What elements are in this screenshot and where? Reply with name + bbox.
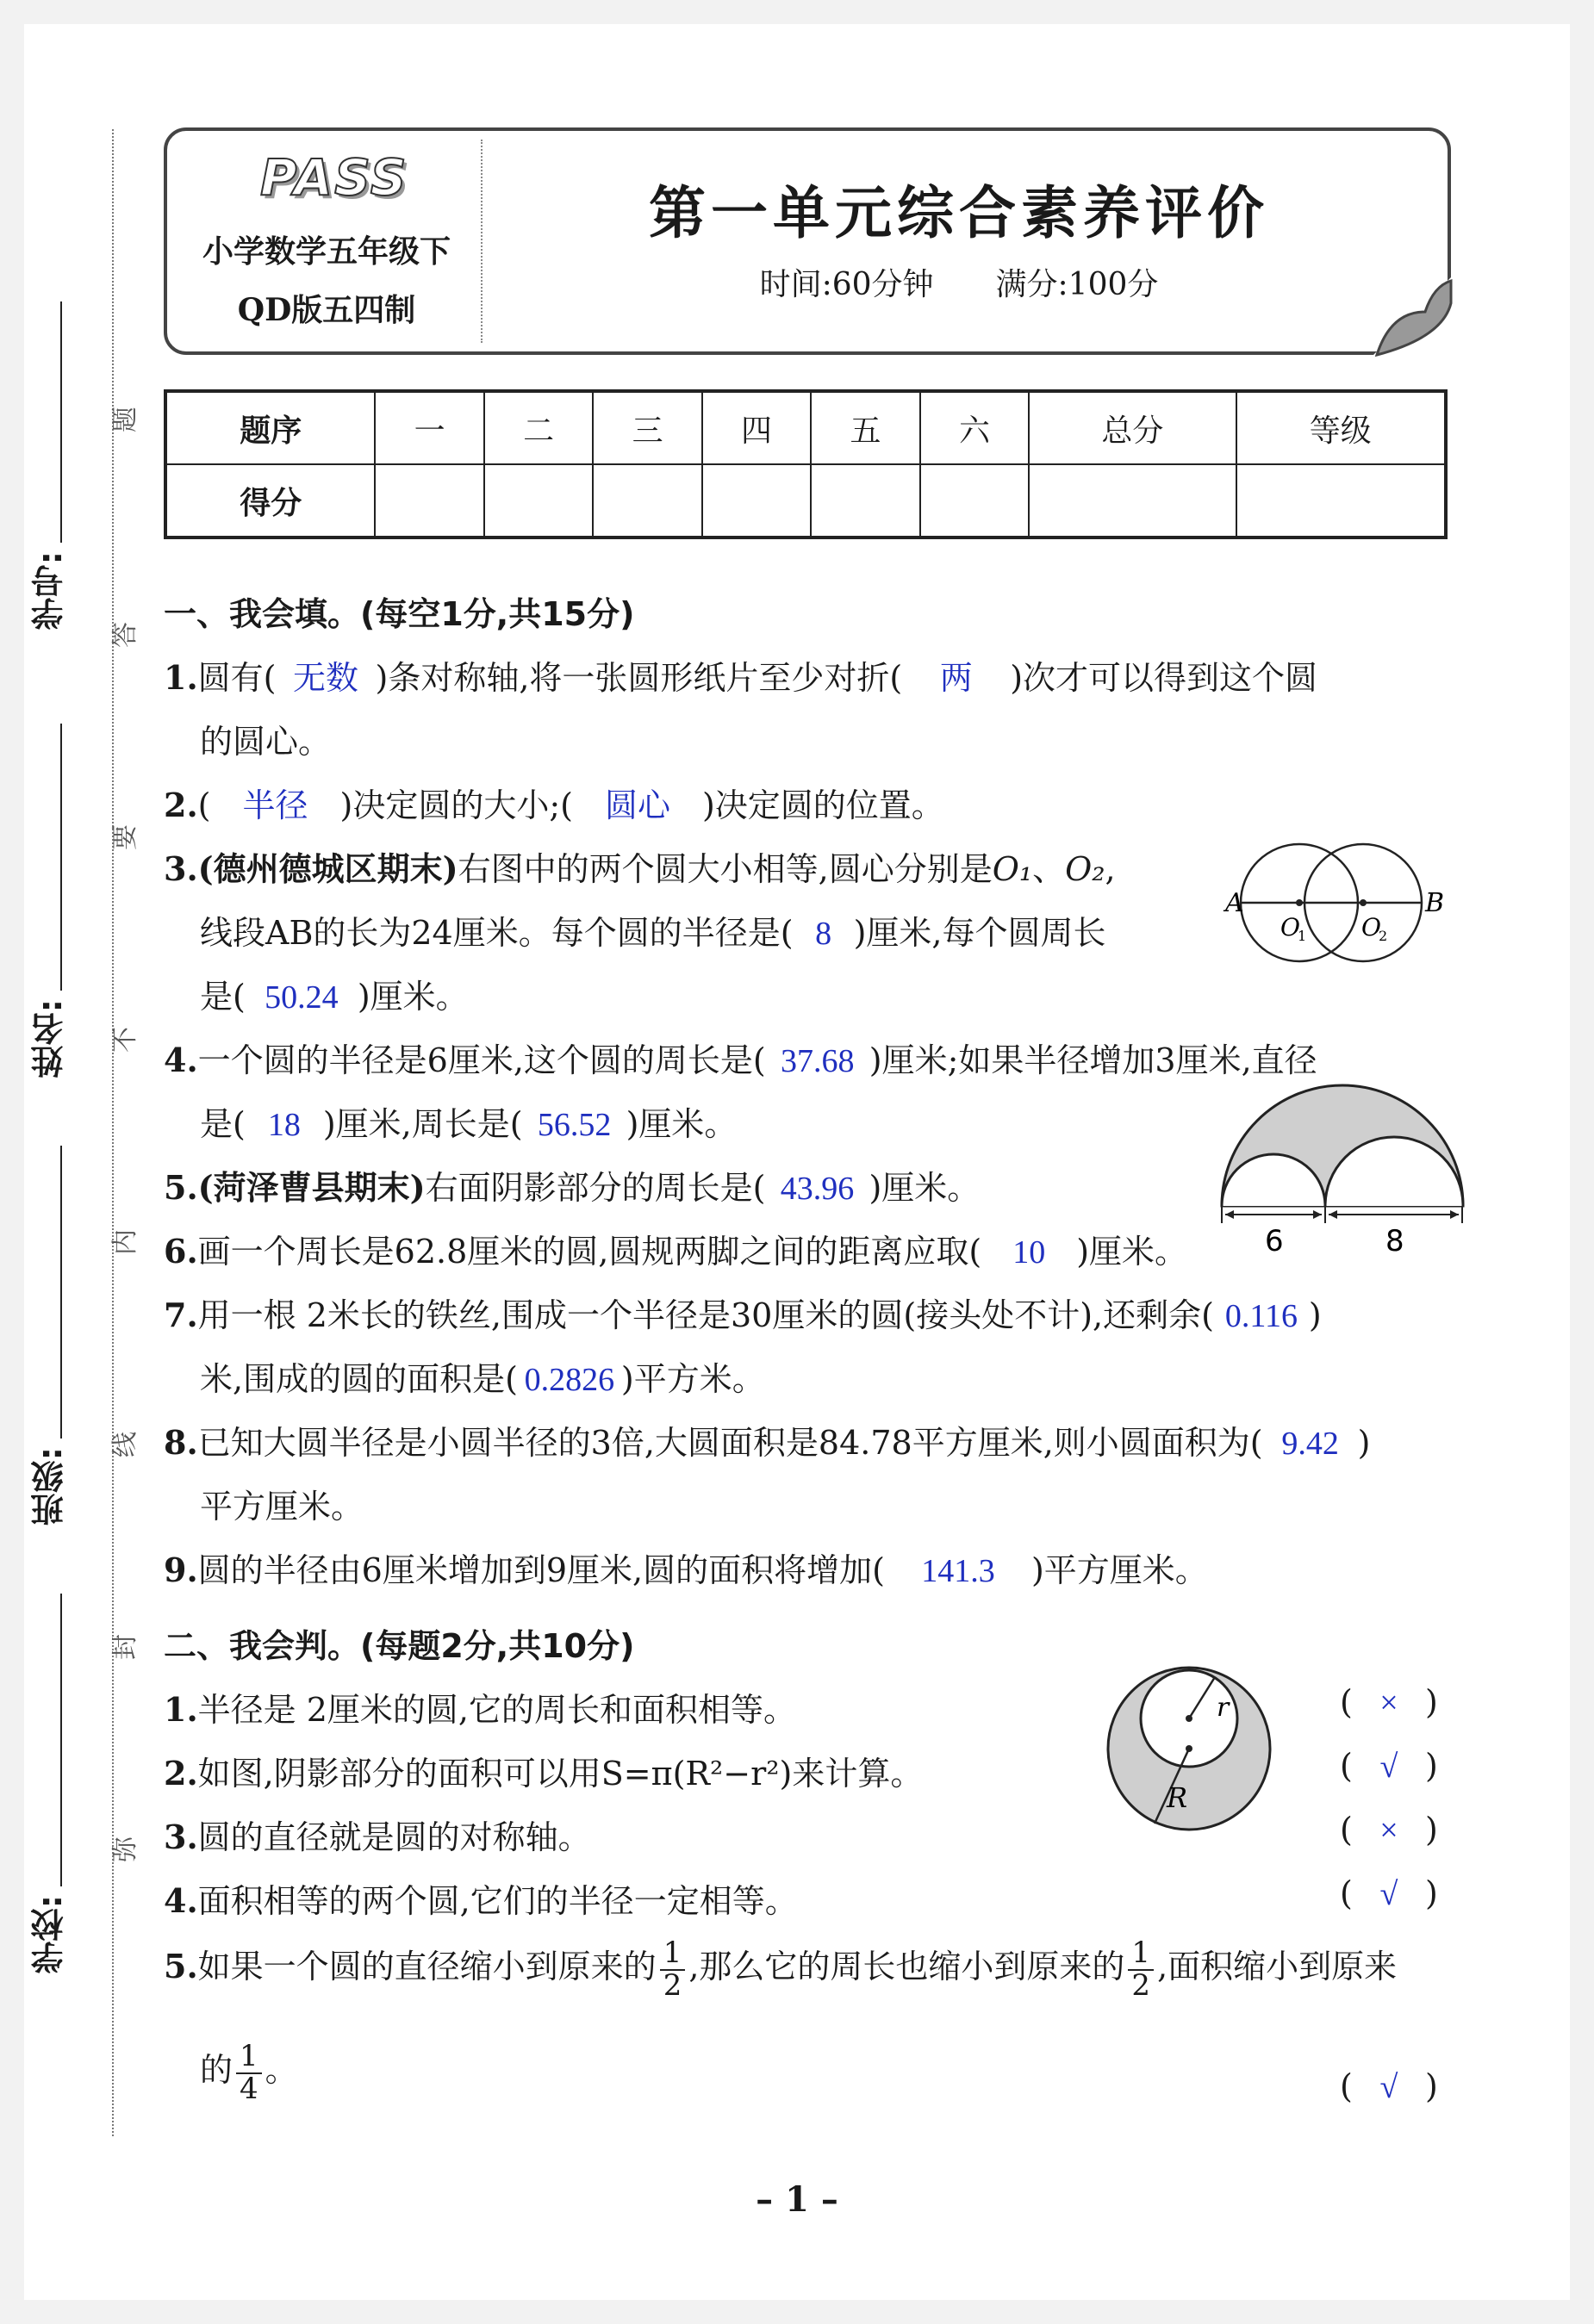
question-text: 米,围成的圆的面积是( <box>200 1360 518 1398</box>
question-text: ( <box>197 786 211 824</box>
question-number: 6. <box>164 1232 198 1271</box>
score-cell[interactable] <box>920 464 1029 538</box>
question-number: 4. <box>164 1881 198 1920</box>
seal-char: 题 <box>110 407 140 432</box>
table-cell: 四 <box>702 391 811 464</box>
point-b-label: B <box>1425 888 1445 918</box>
time-info: 时间:60分钟 满分:100分 <box>759 267 1159 302</box>
question-1-7 <box>164 1289 1322 1336</box>
table-cell: 三 <box>593 391 701 464</box>
table-cell: 一 <box>375 391 483 464</box>
class-label: 班级: <box>31 1447 69 1526</box>
numerator: 1 <box>660 1938 686 1971</box>
question-1-3-cont2 <box>200 970 469 1017</box>
question-text: )平方米。 <box>620 1360 765 1398</box>
answer-field[interactable]: 两 <box>939 661 973 697</box>
score-cell[interactable] <box>811 464 919 538</box>
answer-mark: × <box>1379 1685 1398 1721</box>
question-number: 5. <box>164 1947 198 1986</box>
question-1-3-cont <box>200 906 1105 954</box>
section-1-title: 一、我会填。(每空1分,共15分) <box>164 595 635 633</box>
name-label: 姓名: <box>31 999 69 1078</box>
question-text: ) <box>1357 1424 1371 1462</box>
school-label: 学校: <box>31 1895 69 1974</box>
denominator: 2 <box>663 1967 682 2003</box>
answer-field[interactable]: 141.3 <box>921 1553 995 1589</box>
judge-question-3 <box>164 1811 591 1858</box>
question-number: 5. <box>164 1168 198 1207</box>
question-text: )次才可以得到这个圆 <box>1010 659 1318 697</box>
page-title: 第一单元综合素养评价 <box>649 179 1269 246</box>
question-number: 1. <box>164 658 198 697</box>
center-o2-subscript: 2 <box>1379 928 1388 944</box>
name-line <box>60 724 62 991</box>
question-text: 线段AB的长为24厘米。每个圆的半径是( <box>200 914 794 952</box>
width-label-8: 8 <box>1385 1224 1404 1258</box>
score-cell[interactable] <box>702 464 811 538</box>
question-1-8-cont: 平方厘米。 <box>200 1488 364 1526</box>
answer-field[interactable]: 9.42 <box>1281 1426 1339 1462</box>
header-box <box>164 127 1451 355</box>
question-text: 如果一个圆的直径缩小到原来的 <box>197 1948 657 1986</box>
answer-field[interactable]: 37.68 <box>781 1043 855 1079</box>
table-cell: 五 <box>811 391 919 464</box>
question-source: (菏泽曹县期末) <box>197 1168 426 1207</box>
denominator: 2 <box>1131 1967 1151 2003</box>
question-text: 画一个周长是62.8厘米的圆,圆规两脚之间的距离应取( <box>197 1233 982 1271</box>
question-text: ) <box>1308 1296 1322 1334</box>
question-text: )条对称轴,将一张圆形纸片至少对折( <box>375 659 903 697</box>
score-cell[interactable] <box>1029 464 1236 538</box>
question-text: 。 <box>265 2051 298 2090</box>
question-number: 8. <box>164 1423 198 1462</box>
student-number-line <box>60 301 62 543</box>
question-text: 的 <box>200 2051 233 2090</box>
two-circles-figure <box>1224 834 1445 963</box>
table-cell: 得分 <box>165 464 375 538</box>
answer-field[interactable]: 50.24 <box>265 979 339 1016</box>
question-text: )厘米,周长是( <box>322 1105 523 1143</box>
center-o1-subscript: 1 <box>1298 928 1307 944</box>
question-text: 圆的直径就是圆的对称轴。 <box>197 1818 591 1856</box>
question-text: 已知大圆半径是小圆半径的3倍,大圆面积是84.78平方厘米,则小圆面积为( <box>197 1424 1263 1462</box>
question-text: )厘米;如果半径增加3厘米,直径 <box>869 1041 1317 1079</box>
answer-field[interactable]: 56.52 <box>537 1107 612 1143</box>
numerator: 1 <box>1128 1938 1154 1971</box>
question-text: 右图中的两个圆大小相等,圆心分别是 <box>458 850 993 888</box>
question-1-2 <box>164 779 944 826</box>
question-text: 一个圆的半径是6厘米,这个圆的周长是( <box>197 1041 766 1079</box>
student-number-label: 学号: <box>31 551 69 631</box>
question-text: 圆的半径由6厘米增加到9厘米,圆的面积将增加( <box>197 1551 885 1589</box>
table-cell: 等级 <box>1236 391 1447 464</box>
center-o2-label: O <box>1361 913 1381 941</box>
judge-question-4 <box>164 1874 798 1922</box>
score-cell[interactable] <box>1236 464 1447 538</box>
answer-field[interactable]: 43.96 <box>780 1171 855 1207</box>
answer-mark: × <box>1379 1812 1398 1849</box>
question-1-6 <box>164 1225 1187 1272</box>
answer-field[interactable]: 半径 <box>242 788 308 824</box>
school-line <box>60 1594 62 1886</box>
separator: 、 <box>1032 850 1066 888</box>
question-text: ,那么它的周长也缩小到原来的 <box>688 1948 1125 1986</box>
question-text: )决定圆的大小;( <box>339 786 573 824</box>
fraction-one-half <box>1128 1938 1154 2001</box>
class-line <box>60 1146 62 1439</box>
question-1-1-cont: 的圆心。 <box>200 723 332 761</box>
pass-logo: PASS <box>260 148 408 207</box>
question-1-9 <box>164 1544 1208 1591</box>
answer-mark: √ <box>1379 1876 1398 1912</box>
question-number: 3. <box>164 849 198 888</box>
score-table <box>164 389 1448 539</box>
question-text: 是( <box>200 978 246 1016</box>
page-curl-icon <box>1373 277 1451 355</box>
fraction-one-half <box>660 1938 686 2001</box>
question-1-4 <box>164 1034 1317 1081</box>
table-cell: 总分 <box>1029 391 1236 464</box>
question-text: ,面积缩小到原来 <box>1157 1948 1398 1986</box>
table-cell: 题序 <box>165 391 375 464</box>
denominator: 4 <box>240 2071 258 2106</box>
question-text: )厘米。 <box>357 978 469 1016</box>
question-number: 2. <box>164 1754 198 1793</box>
seal-char: 弥 <box>110 1836 140 1862</box>
judge-answer-3[interactable]: ( × ) <box>1340 1811 1438 1849</box>
judge-question-1 <box>164 1683 796 1731</box>
answer-mark: √ <box>1379 1749 1398 1785</box>
seal-char: 线 <box>110 1432 140 1457</box>
question-1-1 <box>164 651 1317 699</box>
shaded-arches-figure <box>1213 1085 1463 1258</box>
question-text: )厘米,每个圆周长 <box>853 914 1106 952</box>
page-number: – 1 – <box>756 2179 838 2220</box>
fraction-one-quarter <box>236 2041 262 2104</box>
numerator: 1 <box>236 2041 262 2074</box>
table-cell: 六 <box>920 391 1029 464</box>
question-number: 1. <box>164 1690 198 1729</box>
center-o1: O₁ <box>992 850 1033 888</box>
small-radius-label: r <box>1217 1693 1230 1723</box>
section-2-title: 二、我会判。(每题2分,共10分) <box>164 1627 635 1665</box>
score-table-header-row <box>165 391 1446 464</box>
answer-field[interactable]: 10 <box>1012 1234 1046 1271</box>
answer-field[interactable]: 18 <box>267 1107 301 1143</box>
question-text: )厘米。 <box>869 1169 981 1207</box>
judge-answer-4[interactable]: ( √ ) <box>1340 1874 1438 1912</box>
question-1-3 <box>164 842 1116 890</box>
question-1-5 <box>164 1161 980 1209</box>
series-grade: 小学数学五年级下 <box>202 233 451 270</box>
answer-field[interactable]: 0.116 <box>1224 1298 1298 1334</box>
question-text: 面积相等的两个圆,它们的半径一定相等。 <box>197 1882 798 1920</box>
judge-question-5 <box>164 1938 1397 2001</box>
judge-question-2 <box>164 1747 923 1794</box>
question-text: 半径是 2厘米的圆,它的周长和面积相等。 <box>197 1691 797 1729</box>
question-text: )厘米。 <box>626 1105 738 1143</box>
seal-char: 答 <box>110 622 140 648</box>
answer-field[interactable]: 8 <box>815 916 832 952</box>
question-1-8 <box>164 1416 1370 1463</box>
judge-question-5-cont <box>200 2041 298 2104</box>
question-text: , <box>1105 850 1116 888</box>
score-cell[interactable] <box>593 464 701 538</box>
series-edition: QD版五四制 <box>237 292 416 328</box>
table-cell: 二 <box>484 391 593 464</box>
question-text: )决定圆的位置。 <box>701 786 944 824</box>
score-table-score-row <box>165 464 1446 538</box>
answer-field[interactable]: 圆心 <box>604 788 670 824</box>
question-text: 如图,阴影部分的面积可以用S=π(R²−r²)来计算。 <box>197 1755 924 1793</box>
question-number: 2. <box>164 786 198 824</box>
question-text: )平方厘米。 <box>1030 1551 1208 1589</box>
question-text: )厘米。 <box>1076 1233 1188 1271</box>
question-text: 用一根 2米长的铁丝,围成一个半径是30厘米的圆(接头处不计),还剩余( <box>197 1296 1214 1334</box>
question-number: 3. <box>164 1818 198 1856</box>
score-cell[interactable] <box>484 464 593 538</box>
question-text: 圆有( <box>197 659 277 697</box>
point-a-label: A <box>1225 888 1244 918</box>
answer-field[interactable]: 0.2826 <box>524 1362 615 1398</box>
judge-answer-5[interactable]: ( √ ) <box>1340 2067 1438 2105</box>
width-label-6: 6 <box>1265 1224 1284 1258</box>
ring-figure <box>1103 1662 1275 1835</box>
center-o1-label: O <box>1280 913 1300 941</box>
answer-mark: √ <box>1379 2069 1398 2105</box>
seal-char: 封 <box>110 1634 140 1660</box>
judge-answer-2[interactable]: ( √ ) <box>1340 1747 1438 1785</box>
question-1-7-cont <box>200 1352 765 1400</box>
question-number: 4. <box>164 1041 198 1079</box>
seal-char: 内 <box>110 1229 140 1255</box>
seal-char: 要 <box>110 824 140 850</box>
center-o2: O₂ <box>1065 850 1105 888</box>
question-1-4-cont <box>200 1097 737 1145</box>
judge-answer-1[interactable]: ( × ) <box>1340 1683 1438 1721</box>
question-number: 9. <box>164 1550 198 1589</box>
answer-field[interactable]: 无数 <box>292 661 358 697</box>
large-radius-label: R <box>1167 1781 1188 1814</box>
seal-char: 不 <box>110 1027 140 1053</box>
question-text: 右面阴影部分的周长是( <box>425 1169 766 1207</box>
question-source: (德州德城区期末) <box>197 849 458 888</box>
question-text: 是( <box>200 1105 246 1143</box>
score-cell[interactable] <box>375 464 483 538</box>
question-number: 7. <box>164 1296 198 1334</box>
